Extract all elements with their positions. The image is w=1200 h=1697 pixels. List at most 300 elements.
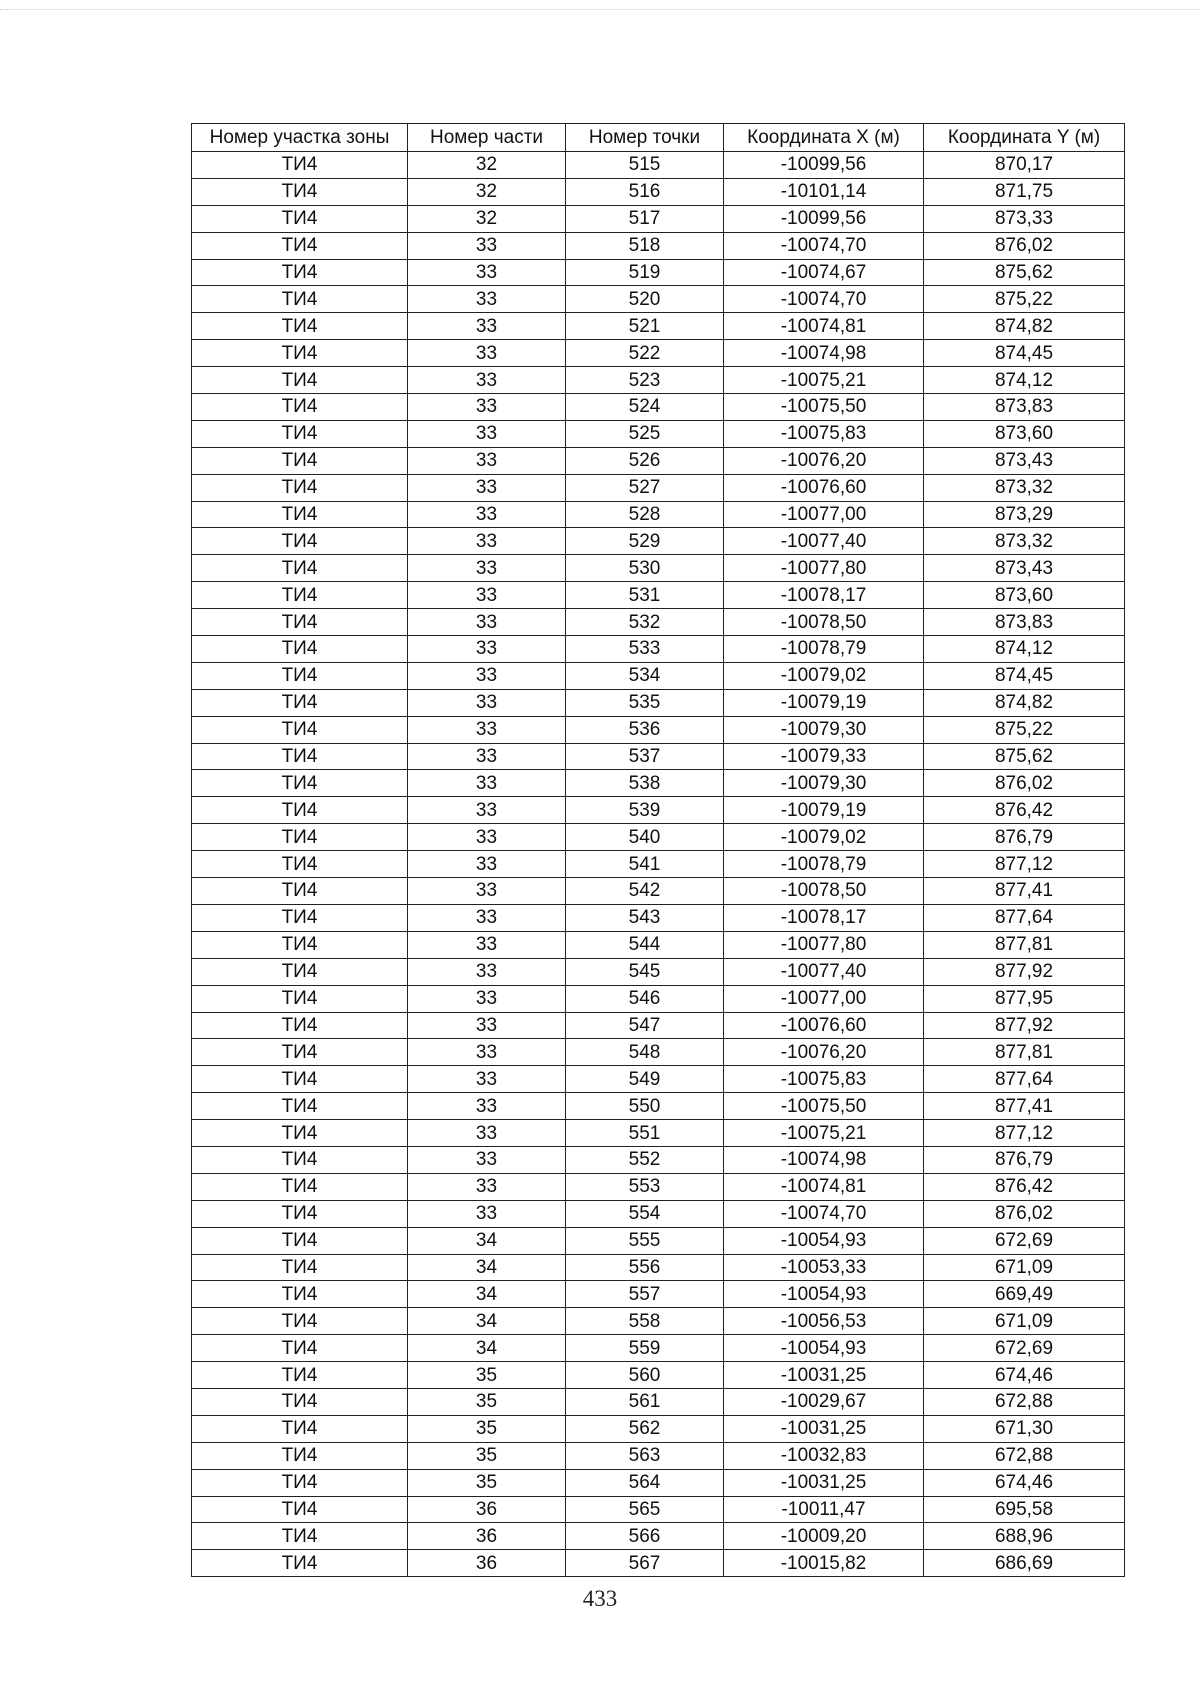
zone-cell: ТИ4 (192, 259, 408, 286)
table-row (192, 178, 1125, 205)
table-row (192, 1200, 1125, 1227)
coord-x-cell: -10077,40 (724, 528, 924, 555)
table-row (192, 528, 1125, 555)
table-row (192, 259, 1125, 286)
coord-x-cell: -10099,56 (724, 205, 924, 232)
point-cell: 546 (566, 985, 724, 1012)
point-cell: 545 (566, 958, 724, 985)
coord-x-cell: -10075,83 (724, 420, 924, 447)
part-cell: 33 (408, 501, 566, 528)
table-row (192, 1093, 1125, 1120)
point-cell: 562 (566, 1415, 724, 1442)
part-cell: 34 (408, 1254, 566, 1281)
coord-x-cell: -10015,82 (724, 1550, 924, 1577)
zone-cell: ТИ4 (192, 528, 408, 555)
coordinates-table (191, 123, 1125, 1577)
part-cell: 34 (408, 1335, 566, 1362)
coord-x-cell: -10029,67 (724, 1388, 924, 1415)
header-row (192, 124, 1125, 152)
coord-y-cell: 674,46 (924, 1469, 1125, 1496)
coord-y-cell: 877,92 (924, 958, 1125, 985)
table-row (192, 367, 1125, 394)
zone-cell: ТИ4 (192, 1173, 408, 1200)
coord-x-cell: -10011,47 (724, 1496, 924, 1523)
part-cell: 33 (408, 1012, 566, 1039)
coord-x-cell: -10077,00 (724, 985, 924, 1012)
zone-cell: ТИ4 (192, 394, 408, 421)
table-row (192, 851, 1125, 878)
coord-y-cell: 877,95 (924, 985, 1125, 1012)
table-row (192, 1442, 1125, 1469)
coord-y-cell: 875,22 (924, 286, 1125, 313)
coord-y-cell: 871,75 (924, 178, 1125, 205)
point-cell: 525 (566, 420, 724, 447)
zone-cell: ТИ4 (192, 1442, 408, 1469)
table-row (192, 1146, 1125, 1173)
header-coordinate-x: Координата X (м) (724, 124, 924, 152)
coord-y-cell: 877,12 (924, 851, 1125, 878)
coord-x-cell: -10075,50 (724, 1093, 924, 1120)
table-row (192, 1173, 1125, 1200)
zone-cell: ТИ4 (192, 447, 408, 474)
point-cell: 563 (566, 1442, 724, 1469)
point-cell: 532 (566, 609, 724, 636)
zone-cell: ТИ4 (192, 1120, 408, 1147)
part-cell: 33 (408, 394, 566, 421)
coord-y-cell: 672,69 (924, 1227, 1125, 1254)
part-cell: 35 (408, 1442, 566, 1469)
zone-cell: ТИ4 (192, 1550, 408, 1577)
coord-y-cell: 875,62 (924, 259, 1125, 286)
point-cell: 556 (566, 1254, 724, 1281)
top-dotted-rule (0, 9, 1200, 10)
table-row (192, 1039, 1125, 1066)
part-cell: 33 (408, 313, 566, 340)
point-cell: 524 (566, 394, 724, 421)
coord-y-cell: 877,64 (924, 904, 1125, 931)
header-coordinate-y: Координата Y (м) (924, 124, 1125, 152)
zone-cell: ТИ4 (192, 958, 408, 985)
coord-y-cell: 873,29 (924, 501, 1125, 528)
point-cell: 566 (566, 1523, 724, 1550)
coord-x-cell: -10054,93 (724, 1335, 924, 1362)
coord-x-cell: -10054,93 (724, 1281, 924, 1308)
coord-y-cell: 874,82 (924, 313, 1125, 340)
coord-x-cell: -10031,25 (724, 1469, 924, 1496)
part-cell: 33 (408, 931, 566, 958)
header-part-number: Номер части (408, 124, 566, 152)
zone-cell: ТИ4 (192, 420, 408, 447)
point-cell: 515 (566, 152, 724, 179)
part-cell: 32 (408, 205, 566, 232)
table-row (192, 420, 1125, 447)
zone-cell: ТИ4 (192, 770, 408, 797)
part-cell: 33 (408, 824, 566, 851)
zone-cell: ТИ4 (192, 1200, 408, 1227)
point-cell: 534 (566, 662, 724, 689)
part-cell: 35 (408, 1362, 566, 1389)
table-row (192, 1227, 1125, 1254)
coord-y-cell: 873,83 (924, 609, 1125, 636)
part-cell: 33 (408, 286, 566, 313)
table-row (192, 394, 1125, 421)
table-row (192, 904, 1125, 931)
coord-y-cell: 672,88 (924, 1388, 1125, 1415)
coord-x-cell: -10079,02 (724, 824, 924, 851)
zone-cell: ТИ4 (192, 1254, 408, 1281)
zone-cell: ТИ4 (192, 286, 408, 313)
part-cell: 33 (408, 662, 566, 689)
zone-cell: ТИ4 (192, 824, 408, 851)
coord-y-cell: 877,12 (924, 1120, 1125, 1147)
point-cell: 565 (566, 1496, 724, 1523)
coord-x-cell: -10079,19 (724, 797, 924, 824)
coord-x-cell: -10077,40 (724, 958, 924, 985)
part-cell: 33 (408, 474, 566, 501)
coord-x-cell: -10009,20 (724, 1523, 924, 1550)
part-cell: 33 (408, 1173, 566, 1200)
point-cell: 517 (566, 205, 724, 232)
table-row (192, 958, 1125, 985)
point-cell: 535 (566, 689, 724, 716)
table-row (192, 662, 1125, 689)
coord-y-cell: 876,02 (924, 1200, 1125, 1227)
point-cell: 538 (566, 770, 724, 797)
point-cell: 528 (566, 501, 724, 528)
coord-y-cell: 876,02 (924, 770, 1125, 797)
coord-y-cell: 876,02 (924, 232, 1125, 259)
part-cell: 33 (408, 232, 566, 259)
zone-cell: ТИ4 (192, 474, 408, 501)
coord-y-cell: 875,62 (924, 743, 1125, 770)
table-row (192, 1120, 1125, 1147)
zone-cell: ТИ4 (192, 609, 408, 636)
zone-cell: ТИ4 (192, 582, 408, 609)
point-cell: 531 (566, 582, 724, 609)
table-row (192, 1308, 1125, 1335)
coord-y-cell: 873,33 (924, 205, 1125, 232)
table-row (192, 1523, 1125, 1550)
part-cell: 36 (408, 1523, 566, 1550)
part-cell: 33 (408, 528, 566, 555)
coord-y-cell: 686,69 (924, 1550, 1125, 1577)
coord-x-cell: -10074,70 (724, 1200, 924, 1227)
point-cell: 516 (566, 178, 724, 205)
coord-x-cell: -10075,21 (724, 1120, 924, 1147)
coord-y-cell: 876,42 (924, 797, 1125, 824)
point-cell: 554 (566, 1200, 724, 1227)
coord-x-cell: -10056,53 (724, 1308, 924, 1335)
coord-x-cell: -10075,21 (724, 367, 924, 394)
table-row (192, 689, 1125, 716)
coord-x-cell: -10079,19 (724, 689, 924, 716)
part-cell: 33 (408, 1039, 566, 1066)
coord-x-cell: -10077,80 (724, 555, 924, 582)
coord-x-cell: -10079,02 (724, 662, 924, 689)
coord-y-cell: 695,58 (924, 1496, 1125, 1523)
part-cell: 33 (408, 555, 566, 582)
part-cell: 33 (408, 340, 566, 367)
coord-y-cell: 877,81 (924, 1039, 1125, 1066)
table-row (192, 636, 1125, 663)
zone-cell: ТИ4 (192, 1093, 408, 1120)
point-cell: 553 (566, 1173, 724, 1200)
point-cell: 543 (566, 904, 724, 931)
table-body (192, 152, 1125, 1577)
part-cell: 34 (408, 1281, 566, 1308)
table-row (192, 743, 1125, 770)
point-cell: 521 (566, 313, 724, 340)
part-cell: 33 (408, 770, 566, 797)
zone-cell: ТИ4 (192, 152, 408, 179)
coord-x-cell: -10074,70 (724, 286, 924, 313)
point-cell: 544 (566, 931, 724, 958)
coord-y-cell: 671,30 (924, 1415, 1125, 1442)
zone-cell: ТИ4 (192, 1496, 408, 1523)
zone-cell: ТИ4 (192, 1523, 408, 1550)
coord-x-cell: -10032,83 (724, 1442, 924, 1469)
coord-x-cell: -10079,30 (724, 716, 924, 743)
coord-y-cell: 876,79 (924, 824, 1125, 851)
zone-cell: ТИ4 (192, 878, 408, 905)
point-cell: 567 (566, 1550, 724, 1577)
point-cell: 551 (566, 1120, 724, 1147)
zone-cell: ТИ4 (192, 501, 408, 528)
coord-y-cell: 876,42 (924, 1173, 1125, 1200)
point-cell: 533 (566, 636, 724, 663)
table-row (192, 501, 1125, 528)
coord-x-cell: -10074,81 (724, 1173, 924, 1200)
part-cell: 33 (408, 609, 566, 636)
zone-cell: ТИ4 (192, 931, 408, 958)
part-cell: 33 (408, 1146, 566, 1173)
coord-y-cell: 873,43 (924, 447, 1125, 474)
point-cell: 564 (566, 1469, 724, 1496)
zone-cell: ТИ4 (192, 1362, 408, 1389)
point-cell: 536 (566, 716, 724, 743)
point-cell: 540 (566, 824, 724, 851)
coord-y-cell: 877,81 (924, 931, 1125, 958)
part-cell: 33 (408, 1120, 566, 1147)
zone-cell: ТИ4 (192, 1335, 408, 1362)
part-cell: 33 (408, 1093, 566, 1120)
coord-y-cell: 873,43 (924, 555, 1125, 582)
header-point-number: Номер точки (566, 124, 724, 152)
point-cell: 541 (566, 851, 724, 878)
coord-x-cell: -10077,00 (724, 501, 924, 528)
table-row (192, 447, 1125, 474)
zone-cell: ТИ4 (192, 851, 408, 878)
point-cell: 527 (566, 474, 724, 501)
zone-cell: ТИ4 (192, 367, 408, 394)
part-cell: 35 (408, 1388, 566, 1415)
zone-cell: ТИ4 (192, 1308, 408, 1335)
coord-x-cell: -10076,20 (724, 1039, 924, 1066)
table-row (192, 1066, 1125, 1093)
table-row (192, 555, 1125, 582)
part-cell: 33 (408, 447, 566, 474)
point-cell: 560 (566, 1362, 724, 1389)
coord-y-cell: 877,64 (924, 1066, 1125, 1093)
coord-x-cell: -10074,81 (724, 313, 924, 340)
coord-x-cell: -10031,25 (724, 1362, 924, 1389)
coord-y-cell: 874,45 (924, 340, 1125, 367)
zone-cell: ТИ4 (192, 1415, 408, 1442)
coord-x-cell: -10053,33 (724, 1254, 924, 1281)
coord-x-cell: -10074,98 (724, 340, 924, 367)
zone-cell: ТИ4 (192, 689, 408, 716)
coord-y-cell: 688,96 (924, 1523, 1125, 1550)
zone-cell: ТИ4 (192, 743, 408, 770)
table-row (192, 340, 1125, 367)
coord-x-cell: -10099,56 (724, 152, 924, 179)
point-cell: 542 (566, 878, 724, 905)
point-cell: 520 (566, 286, 724, 313)
coord-x-cell: -10074,67 (724, 259, 924, 286)
part-cell: 33 (408, 1066, 566, 1093)
point-cell: 550 (566, 1093, 724, 1120)
part-cell: 34 (408, 1308, 566, 1335)
coord-y-cell: 874,45 (924, 662, 1125, 689)
point-cell: 539 (566, 797, 724, 824)
table-row (192, 152, 1125, 179)
part-cell: 35 (408, 1469, 566, 1496)
coord-y-cell: 674,46 (924, 1362, 1125, 1389)
part-cell: 33 (408, 985, 566, 1012)
header-zone-section: Номер участка зоны (192, 124, 408, 152)
table-row (192, 232, 1125, 259)
zone-cell: ТИ4 (192, 797, 408, 824)
coord-y-cell: 873,60 (924, 420, 1125, 447)
part-cell: 33 (408, 420, 566, 447)
coord-x-cell: -10076,20 (724, 447, 924, 474)
part-cell: 32 (408, 152, 566, 179)
coord-x-cell: -10074,98 (724, 1146, 924, 1173)
table-row (192, 1388, 1125, 1415)
part-cell: 33 (408, 1200, 566, 1227)
coord-y-cell: 877,41 (924, 878, 1125, 905)
table-row (192, 1496, 1125, 1523)
table-row (192, 1281, 1125, 1308)
coord-x-cell: -10079,30 (724, 770, 924, 797)
part-cell: 36 (408, 1496, 566, 1523)
zone-cell: ТИ4 (192, 1066, 408, 1093)
point-cell: 518 (566, 232, 724, 259)
zone-cell: ТИ4 (192, 716, 408, 743)
zone-cell: ТИ4 (192, 1012, 408, 1039)
zone-cell: ТИ4 (192, 1227, 408, 1254)
part-cell: 33 (408, 636, 566, 663)
coord-x-cell: -10078,17 (724, 582, 924, 609)
coord-y-cell: 870,17 (924, 152, 1125, 179)
table-row (192, 609, 1125, 636)
coord-x-cell: -10076,60 (724, 1012, 924, 1039)
part-cell: 33 (408, 851, 566, 878)
zone-cell: ТИ4 (192, 904, 408, 931)
point-cell: 557 (566, 1281, 724, 1308)
coord-y-cell: 669,49 (924, 1281, 1125, 1308)
table-row (192, 1362, 1125, 1389)
table-row (192, 878, 1125, 905)
part-cell: 33 (408, 259, 566, 286)
point-cell: 552 (566, 1146, 724, 1173)
table-header (192, 124, 1125, 152)
part-cell: 33 (408, 367, 566, 394)
zone-cell: ТИ4 (192, 1146, 408, 1173)
part-cell: 33 (408, 582, 566, 609)
point-cell: 555 (566, 1227, 724, 1254)
zone-cell: ТИ4 (192, 1469, 408, 1496)
coord-y-cell: 873,60 (924, 582, 1125, 609)
coord-y-cell: 873,32 (924, 528, 1125, 555)
point-cell: 526 (566, 447, 724, 474)
zone-cell: ТИ4 (192, 205, 408, 232)
zone-cell: ТИ4 (192, 555, 408, 582)
part-cell: 33 (408, 958, 566, 985)
coord-x-cell: -10078,79 (724, 636, 924, 663)
coord-y-cell: 874,12 (924, 367, 1125, 394)
table-row (192, 716, 1125, 743)
table-row (192, 205, 1125, 232)
point-cell: 561 (566, 1388, 724, 1415)
part-cell: 33 (408, 743, 566, 770)
point-cell: 529 (566, 528, 724, 555)
table-row (192, 931, 1125, 958)
point-cell: 549 (566, 1066, 724, 1093)
coord-x-cell: -10101,14 (724, 178, 924, 205)
part-cell: 33 (408, 878, 566, 905)
part-cell: 33 (408, 904, 566, 931)
table-row (192, 985, 1125, 1012)
table-row (192, 1550, 1125, 1577)
coord-x-cell: -10074,70 (724, 232, 924, 259)
coord-y-cell: 874,82 (924, 689, 1125, 716)
zone-cell: ТИ4 (192, 985, 408, 1012)
table-row (192, 474, 1125, 501)
part-cell: 35 (408, 1415, 566, 1442)
coord-x-cell: -10054,93 (724, 1227, 924, 1254)
coord-x-cell: -10075,50 (724, 394, 924, 421)
coord-x-cell: -10031,25 (724, 1415, 924, 1442)
coord-y-cell: 873,83 (924, 394, 1125, 421)
table-row (192, 1469, 1125, 1496)
table-row (192, 1254, 1125, 1281)
zone-cell: ТИ4 (192, 340, 408, 367)
coord-y-cell: 873,32 (924, 474, 1125, 501)
point-cell: 537 (566, 743, 724, 770)
page-number: 433 (582, 1586, 618, 1611)
table-row (192, 770, 1125, 797)
coord-x-cell: -10078,79 (724, 851, 924, 878)
table-row (192, 797, 1125, 824)
point-cell: 519 (566, 259, 724, 286)
part-cell: 33 (408, 797, 566, 824)
zone-cell: ТИ4 (192, 1039, 408, 1066)
zone-cell: ТИ4 (192, 178, 408, 205)
zone-cell: ТИ4 (192, 1281, 408, 1308)
coord-y-cell: 877,41 (924, 1093, 1125, 1120)
point-cell: 522 (566, 340, 724, 367)
table-row (192, 1012, 1125, 1039)
coord-x-cell: -10076,60 (724, 474, 924, 501)
coord-y-cell: 874,12 (924, 636, 1125, 663)
point-cell: 559 (566, 1335, 724, 1362)
zone-cell: ТИ4 (192, 662, 408, 689)
point-cell: 547 (566, 1012, 724, 1039)
coord-x-cell: -10078,50 (724, 878, 924, 905)
coord-y-cell: 671,09 (924, 1254, 1125, 1281)
table-row (192, 286, 1125, 313)
